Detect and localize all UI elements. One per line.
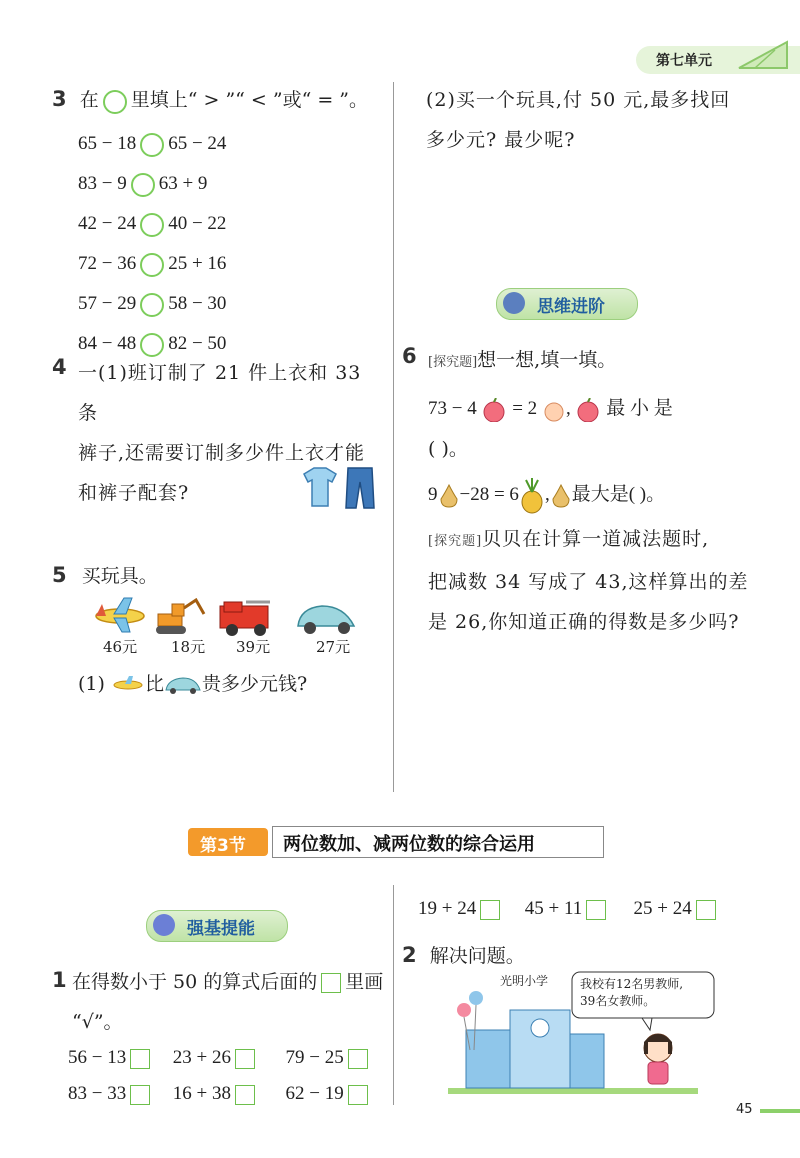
question-number: 6 — [402, 344, 417, 368]
apple-icon — [481, 398, 507, 422]
q3-rows — [78, 124, 226, 364]
pencil-icon — [153, 914, 175, 936]
column-divider-bottom — [393, 885, 394, 1105]
answer-box[interactable] — [696, 900, 716, 920]
q3-row: 57 − 29 58 − 30 — [78, 284, 226, 324]
q3-row: 65 − 18 65 − 24 — [78, 124, 226, 164]
page-bar — [760, 1109, 800, 1113]
price-car: 27元 — [316, 638, 351, 656]
question-number: 2 — [402, 943, 417, 967]
section-tag: 第3节 — [188, 828, 268, 856]
q3-prefix: 在 — [79, 89, 99, 111]
q3-row: 72 − 36 25 + 16 — [78, 244, 226, 284]
toys-row — [92, 594, 370, 638]
answer-box[interactable] — [130, 1049, 150, 1069]
q5-sub2: (2)买一个玩具,付 50 元,最多找回 多少元? 最少呢? — [426, 89, 731, 151]
car-icon — [164, 675, 202, 695]
pineapple-icon — [519, 478, 545, 514]
question-number: 5 — [52, 563, 67, 587]
section-title: 两位数加、减两位数的综合运用 — [272, 826, 604, 858]
question-5 — [52, 556, 158, 596]
badge-basic: 强基提能 — [146, 910, 288, 942]
question-number: 3 — [52, 87, 67, 111]
answer-box[interactable] — [348, 1085, 368, 1105]
s2-title: 解决问题。 — [429, 945, 525, 967]
tag-explore: [探究题] — [428, 355, 478, 370]
q5-title: 买玩具。 — [81, 565, 158, 587]
airplane-toy-icon — [96, 598, 144, 632]
fire-truck-toy-icon — [220, 602, 270, 636]
excavator-toy-icon — [156, 600, 204, 634]
q3-row: 84 − 48 82 − 50 — [78, 324, 226, 364]
page-number: 45 — [736, 1102, 753, 1117]
answer-circle[interactable] — [140, 213, 164, 237]
question-number: 1 — [52, 968, 67, 992]
pear-icon — [438, 483, 460, 509]
price-fire-truck: 39元 — [236, 638, 271, 656]
s1-instruction: 在得数小于 50 的算式后面的 里画 “√”。 — [72, 971, 384, 1033]
question-4 — [52, 355, 67, 379]
column-divider-top — [393, 82, 394, 792]
answer-box[interactable] — [235, 1085, 255, 1105]
question-6 — [402, 344, 417, 368]
answer-box[interactable] — [235, 1049, 255, 1069]
tag-explore: [探究题] — [428, 534, 483, 549]
school-name: 光明小学 — [500, 974, 549, 988]
question-number: 4 — [52, 355, 67, 379]
answer-box[interactable] — [586, 900, 606, 920]
badge-thinking: 思维进阶 — [496, 288, 638, 320]
q6-blank-1: ( )。 — [428, 438, 468, 460]
q3-row: 83 − 9 63 + 9 — [78, 164, 226, 204]
question-3 — [52, 80, 368, 120]
unit-label: 第七单元 — [656, 53, 712, 69]
pear-icon — [550, 483, 572, 509]
peach-icon — [542, 398, 566, 422]
checkbox-sample — [321, 973, 341, 993]
compare-circle-icon — [103, 90, 127, 114]
ruler-triangle-icon — [735, 38, 795, 72]
answer-circle[interactable] — [131, 173, 155, 197]
section-question-1 — [52, 968, 67, 992]
q6-content: [探究题]想一想,填一填。 73 − 4 = 2 , 最 小 是 ( )。 9 −28 = 6 , 最大是( )。 [探究题]贝贝在计算一道减法题时, 把减数 34 写成了 43,这样算出的差 是 26,你知道正确的得数是多少吗? — [428, 340, 788, 642]
q3-row: 42 − 24 40 − 22 — [78, 204, 226, 244]
price-excavator: 18元 — [171, 638, 206, 656]
answer-box[interactable] — [348, 1049, 368, 1069]
answer-circle[interactable] — [140, 133, 164, 157]
airplane-icon — [111, 675, 145, 695]
price-airplane: 46元 — [103, 638, 138, 656]
car-toy-icon — [298, 606, 354, 634]
q3-instruction: 里填上“ > ”“ < ”或“ = ”。 — [130, 89, 369, 111]
apple-icon — [575, 398, 601, 422]
speech-bubble: 我校有12名男教师, 39名女教师。 — [580, 977, 684, 1008]
answer-circle[interactable] — [140, 293, 164, 317]
answer-circle[interactable] — [140, 253, 164, 277]
answer-box[interactable] — [130, 1085, 150, 1105]
answer-box[interactable] — [480, 900, 500, 920]
s1-rows: 56 − 13 23 + 26 79 − 25 83 − 33 16 + 38 62 − 19 — [68, 1040, 372, 1112]
medal-icon — [503, 292, 525, 314]
q5-sub1: (1) 比 贵多少元钱? — [78, 673, 308, 695]
q4-text: 一(1)班订制了 21 件上衣和 33 条 裤子,还需要订制多少件上衣才能 和裤子配套? — [78, 362, 366, 504]
clothes-icon — [298, 466, 382, 510]
s1-right-row: 19 + 24 45 + 11 25 + 24 — [418, 896, 720, 922]
